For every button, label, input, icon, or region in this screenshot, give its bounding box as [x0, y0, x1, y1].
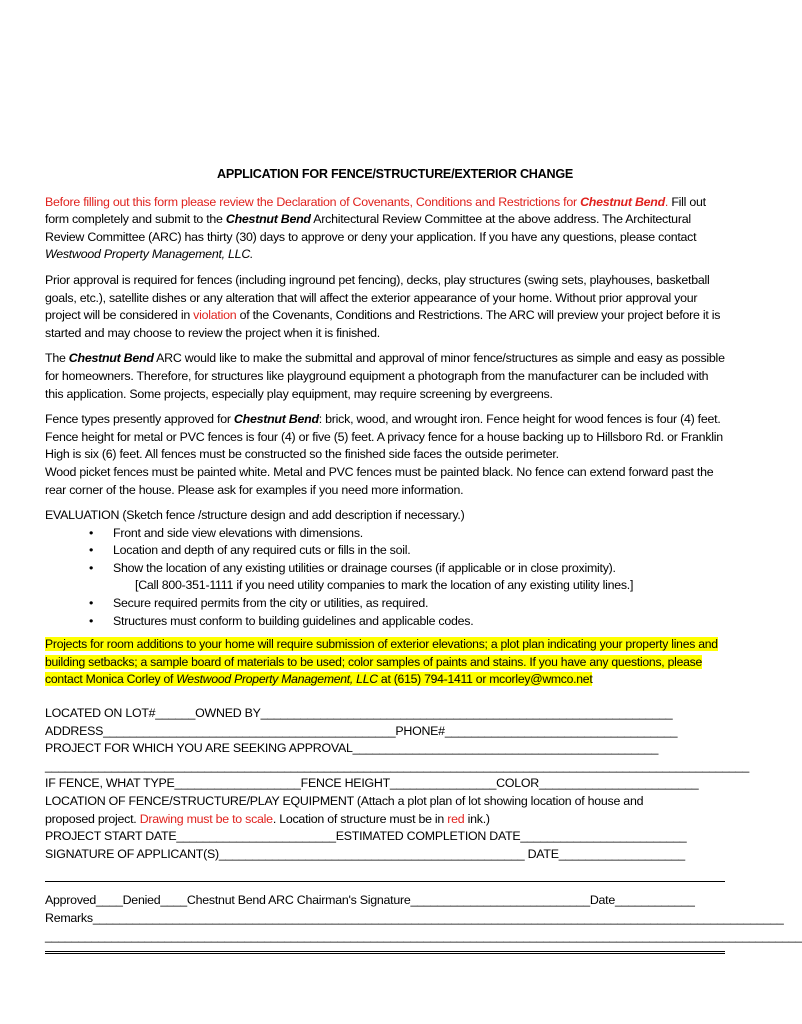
project-field[interactable]: PROJECT FOR WHICH YOU ARE SEEKING APPROVAL______________________________________________ [45, 741, 659, 756]
room-additions-note [45, 636, 725, 689]
red-ink-word: red [447, 811, 465, 826]
closing-rule [45, 947, 725, 954]
fence-types-paragraph [45, 411, 725, 499]
approval-field[interactable]: Approved____Denied____Chestnut Bend ARC Chairman's Signature___________________________Date____________ [45, 893, 695, 908]
simple-text-2: ARC would like to make the submittal and approval of minor fence/structures as simple and easy as possible for homeowners. Therefore, for structures like playground equipment a photograph from the manufacturer can be included with this application. Some projects, especially play equipment, may require screening by evergreens. [45, 351, 725, 401]
location-label: LOCATION OF FENCE/STRUCTURE/PLAY EQUIPMENT (Attach a plot plan of lot showing location of house and [45, 794, 644, 808]
fence-text-3: Wood picket fences must be painted white. Metal and PVC fences must be painted black. No fence can extend forward past the rear corner of the house. Please ask for examples if you need more information. [45, 464, 714, 497]
simple-text-1: The [45, 351, 69, 366]
list-item: • Location and depth of any required cuts or fills in the soil. [113, 542, 725, 560]
evaluation-section [45, 507, 725, 630]
intro-warning-end: . [664, 194, 669, 209]
highlight-text-1: Projects for room additions to your home will require submission of exterior elevations; a plot plan indicating your property lines and building setbacks; a sample board of materials to be used; color samples of paints and stains. If you have any questions, please contact Monica Corley of [45, 637, 718, 687]
evaluation-list [45, 525, 725, 578]
dates-field[interactable]: PROJECT START DATE________________________ESTIMATED COMPLETION DATE_________________________ [45, 829, 687, 844]
scale-requirement: Drawing must be to scale [139, 811, 273, 826]
fence-type-height-color-field[interactable]: IF FENCE, WHAT TYPE___________________FENCE HEIGHT________________COLOR________________________ [45, 776, 699, 791]
fence-text-1: Fence types presently approved for [45, 412, 234, 427]
remarks-field[interactable]: Remarks________________________________________________________________________________________________________ [45, 910, 784, 925]
violation-word: violation [193, 308, 237, 323]
location-text-2: . Location of structure must be in [272, 811, 448, 826]
intro-community-name-2: Chestnut Bend [225, 212, 311, 227]
utility-call-note: [Call 800-351-1111 if you need utility companies to mark the location of any existing utility lines.] [135, 578, 634, 593]
prior-text-1: Prior approval is required for fences (including inground pet fencing), decks, play structures (swing sets, playhouses, basketball goals, etc.), satellite dishes or any alteration that will affect the exterior appearance of your home. Without prior approval your project will be considered in [45, 272, 710, 323]
form-title: APPLICATION FOR FENCE/STRUCTURE/EXTERIOR CHANGE [216, 167, 574, 181]
fence-text-2: : brick, wood, and wrought iron. Fence height for wood fences is four (4) feet. Fence height for metal or PVC fences is four (4) or five (5) feet. A privacy fence for a house backing up to Hillsboro Rd. or Franklin High is six (6) feet. All fences must be constructed so the finished side faces the outside perimeter. [45, 412, 723, 462]
applicant-fields [45, 705, 749, 863]
location-text-1: proposed project. [45, 811, 140, 826]
location-text-3: ink.) [464, 811, 490, 826]
signature-field[interactable]: SIGNATURE OF APPLICANT(S)______________________________________________ DATE___________________ [45, 846, 685, 861]
list-item: • Show the location of any existing utilities or drainage courses (if applicable or in close proximity). [113, 560, 725, 578]
prior-approval-paragraph [45, 272, 725, 342]
intro-warning: Before filling out this form please review the Declaration of Covenants, Conditions and Restrictions for [45, 194, 581, 209]
fence-community-name: Chestnut Bend [233, 412, 319, 427]
highlight-company: Westwood Property Management, LLC [176, 672, 378, 687]
intro-paragraph [45, 194, 725, 264]
intro-text-1: Fill out form completely and submit to the [45, 194, 706, 227]
intro-community-name: Chestnut Bend [580, 194, 665, 209]
evaluation-list-2 [45, 595, 725, 630]
highlight-contact: at (615) 794-1411 or mcorley@wmco.net [377, 672, 593, 687]
list-item: • Front and side view elevations with dimensions. [113, 525, 725, 543]
simple-community-name: Chestnut Bend [68, 351, 154, 366]
project-field-continued[interactable]: __________________________________________________________________________________________________________ [45, 758, 749, 773]
address-phone-field[interactable]: ADDRESS____________________________________________PHONE#___________________________________ [45, 723, 678, 738]
application-form [45, 166, 802, 954]
list-item: • Structures must conform to building guidelines and applicable codes. [113, 613, 725, 631]
list-item: • Secure required permits from the city or utilities, as required. [113, 595, 725, 613]
intro-company: Westwood Property Management, LLC. [45, 247, 254, 262]
lot-owner-field[interactable]: LOCATED ON LOT#______OWNED BY______________________________________________________________ [45, 706, 673, 721]
simple-approval-paragraph [45, 350, 725, 403]
evaluation-heading: EVALUATION (Sketch fence /structure design and add description if necessary.) [45, 508, 465, 523]
approval-section [45, 881, 802, 954]
remarks-field-continued[interactable]: __________________________________________________________________________________________________________________ [45, 928, 802, 943]
prior-text-2: of the Covenants, Conditions and Restrictions. The ARC will preview your project before it is started and may choose to review the project when it is finished. [45, 308, 721, 340]
intro-text-2: Architectural Review Committee at the above address. The Architectural Review Committee (ARC) has thirty (30) days to approve or deny your application. If you have any questions, please contact [45, 212, 697, 244]
location-instructions [45, 811, 725, 829]
